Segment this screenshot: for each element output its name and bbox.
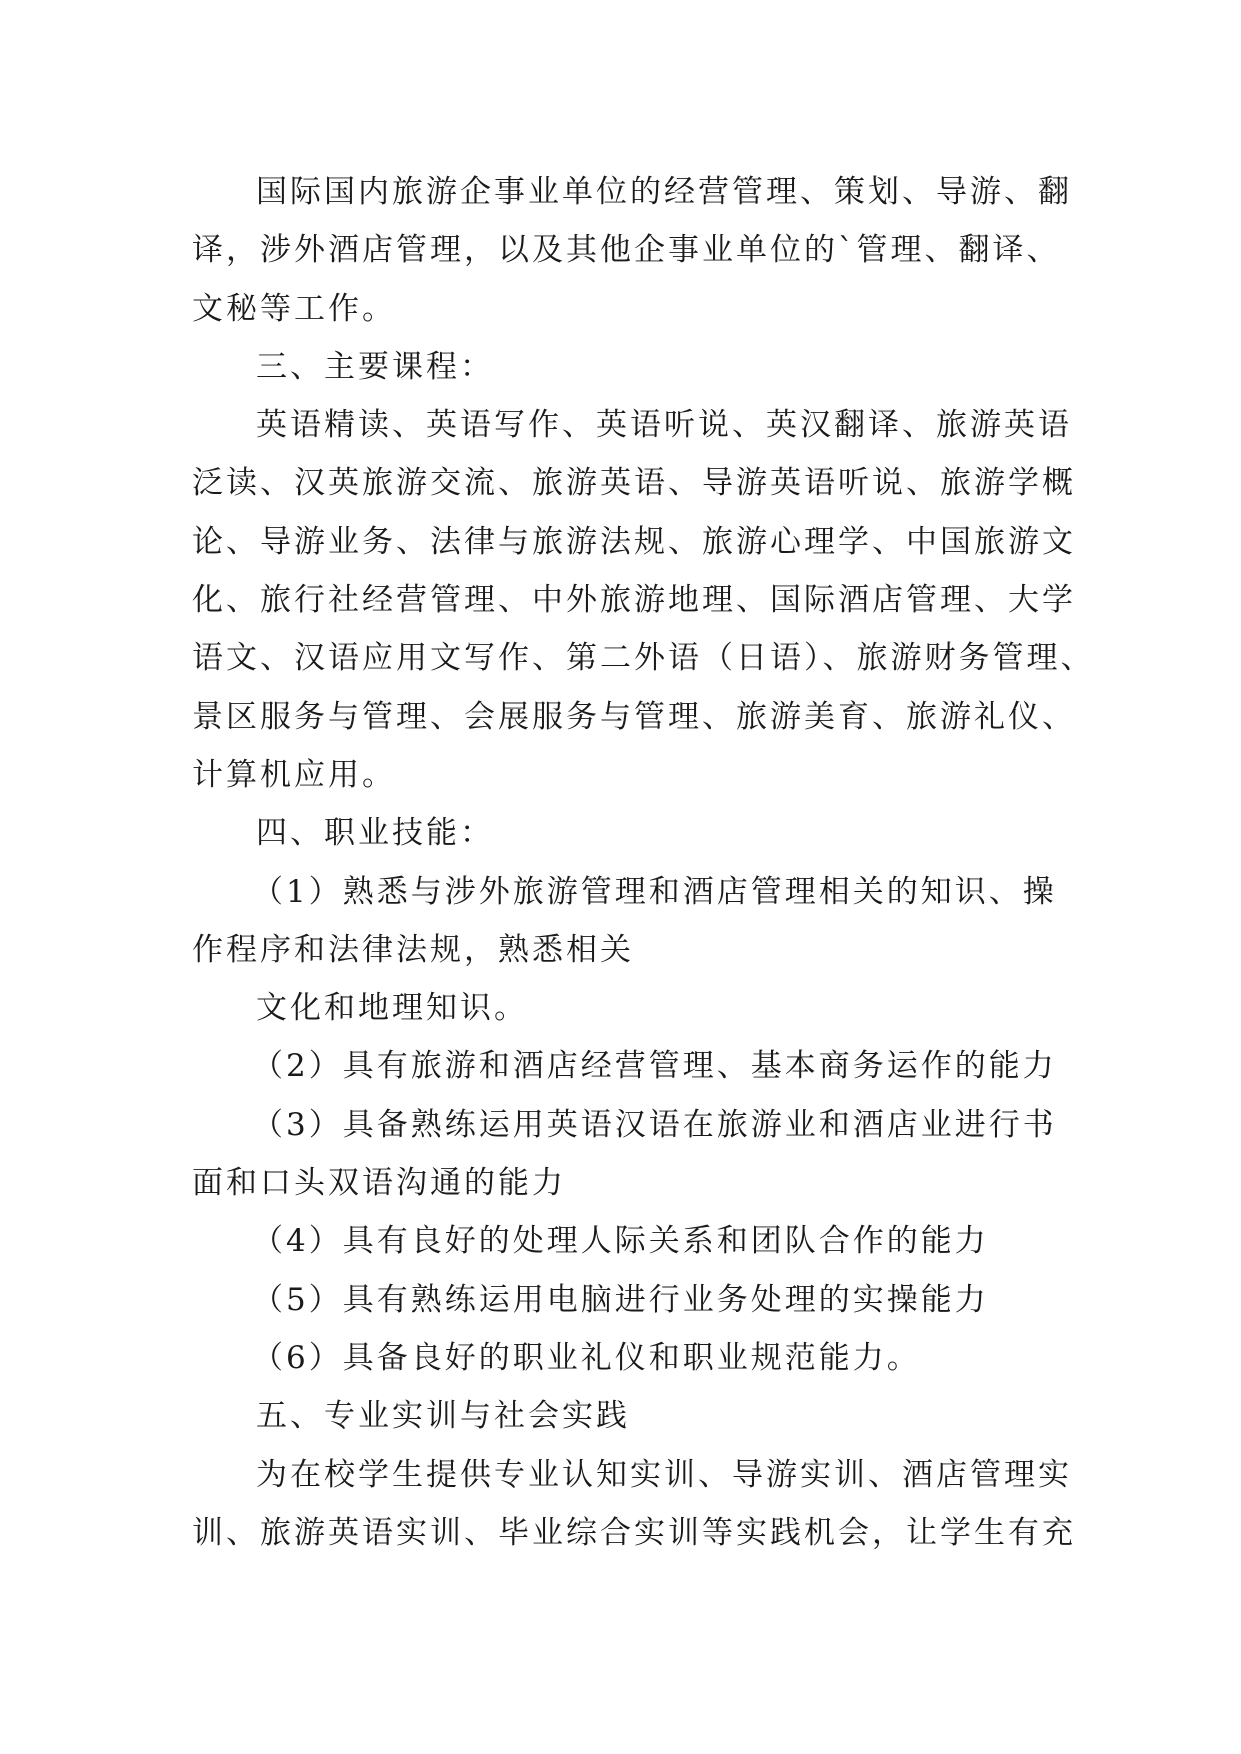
paragraph-line: 语文、汉语应用文写作、第二外语（日语）、旅游财务管理、 — [192, 640, 1095, 677]
paragraph-line: 作程序和法律法规，熟悉相关 — [192, 931, 634, 968]
paragraph-line: 文化和地理知识。 — [256, 990, 528, 1027]
skill-item: （3）具备熟练运用英语汉语在旅游业和酒店业进行书 — [252, 1106, 1057, 1143]
paragraph-line: 训、旅游英语实训、毕业综合实训等实践机会，让学生有充 — [192, 1514, 1076, 1551]
section-heading-practice: 五、专业实训与社会实践 — [256, 1398, 630, 1435]
document-body — [192, 163, 1095, 1562]
paragraph-line: 国际国内旅游企事业单位的经营管理、策划、导游、翻 — [256, 174, 1072, 210]
section-heading-skills: 四、职业技能： — [256, 815, 494, 852]
skill-item: （1）熟悉与涉外旅游管理和酒店管理相关的知识、操 — [252, 873, 1057, 910]
paragraph-line: 泛读、汉英旅游交流、旅游英语、导游英语听说、旅游学概 — [192, 465, 1076, 502]
paragraph-line: 化、旅行社经营管理、中外旅游地理、国际酒店管理、大学 — [192, 582, 1076, 619]
paragraph-line: 译，涉外酒店管理，以及其他企事业单位的`管理、翻译、 — [192, 232, 1061, 269]
paragraph-line: 计算机应用。 — [192, 756, 396, 793]
skill-item: （4）具有良好的处理人际关系和团队合作的能力 — [252, 1223, 989, 1260]
paragraph-line: 英语精读、英语写作、英语听说、英汉翻译、旅游英语 — [256, 407, 1072, 444]
paragraph-line: 面和口头双语沟通的能力 — [192, 1165, 566, 1202]
paragraph-line: 为在校学生提供专业认知实训、导游实训、酒店管理实 — [256, 1456, 1072, 1493]
skill-item: （2）具有旅游和酒店经营管理、基本商务运作的能力 — [252, 1048, 1057, 1085]
skill-item: （5）具有熟练运用电脑进行业务处理的实操能力 — [252, 1281, 989, 1318]
paragraph-line: 文秘等工作。 — [192, 290, 396, 327]
skill-item: （6）具备良好的职业礼仪和职业规范能力。 — [252, 1339, 921, 1376]
paragraph-line: 景区服务与管理、会展服务与管理、旅游美育、旅游礼仪、 — [192, 698, 1076, 735]
section-heading-courses: 三、主要课程： — [256, 348, 494, 385]
paragraph-line: 论、导游业务、法律与旅游法规、旅游心理学、中国旅游文 — [192, 523, 1076, 560]
